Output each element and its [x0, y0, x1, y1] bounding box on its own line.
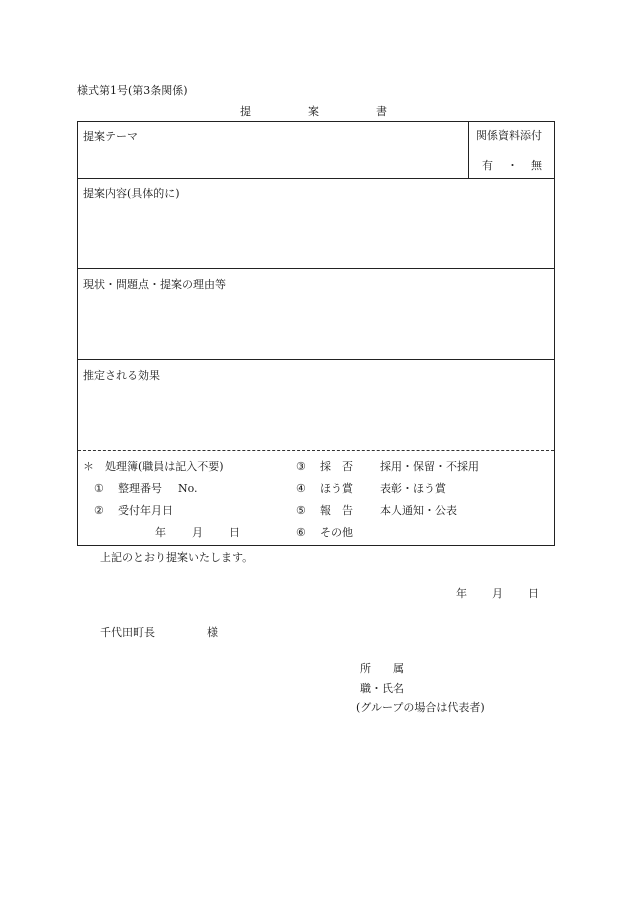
name-label: 職・氏名 — [360, 682, 404, 695]
content-label: 提案内容(具体的に) — [83, 187, 180, 200]
theme-label: 提案テーマ — [83, 130, 138, 143]
group-note: (グループの場合は代表者) — [356, 701, 485, 714]
award-value: 表彰・ほう賞 — [380, 482, 446, 495]
row-divider — [78, 268, 554, 269]
date-year: 年 — [155, 526, 166, 539]
office-section-title: 処理簿(職員は記入不要) — [105, 460, 224, 473]
adoption-value: 採用・保留・不採用 — [380, 460, 479, 473]
affiliation-label: 所 属 — [360, 662, 404, 675]
item-mark: ⑤ — [296, 504, 306, 517]
date-month: 月 — [192, 526, 203, 539]
document-title-char-1: 提 — [240, 105, 251, 118]
item-mark: ⑥ — [296, 526, 306, 539]
other-label: その他 — [320, 526, 353, 539]
report-value: 本人通知・公表 — [380, 504, 457, 517]
effects-label: 推定される効果 — [83, 369, 160, 382]
document-title-char-3: 書 — [376, 105, 387, 118]
item-mark: ④ — [296, 482, 306, 495]
attachment-option-separator: ・ — [507, 159, 518, 172]
current-issues-label: 現状・問題点・提案の理由等 — [83, 278, 226, 291]
office-asterisk: ＊ — [83, 460, 94, 473]
item-mark: ③ — [296, 460, 306, 473]
award-label: ほう賞 — [320, 482, 353, 495]
adoption-label: 採 否 — [320, 460, 353, 473]
submit-date-month: 月 — [492, 587, 503, 600]
proposal-statement: 上記のとおり提案いたします。 — [100, 551, 254, 564]
submit-date-year: 年 — [456, 587, 467, 600]
document-title-char-2: 案 — [308, 105, 319, 118]
serial-number-value: No. — [178, 482, 198, 495]
row-divider — [78, 178, 554, 179]
attachment-divider — [468, 122, 469, 178]
serial-number-label: 整理番号 — [118, 482, 162, 495]
item-mark: ② — [94, 504, 104, 517]
dashed-divider — [78, 450, 554, 451]
row-divider — [78, 359, 554, 360]
report-label: 報 告 — [320, 504, 353, 517]
submit-date-day: 日 — [528, 587, 539, 600]
attachment-option-yes[interactable]: 有 — [482, 159, 493, 172]
proposal-form-table — [77, 121, 555, 546]
attachment-label: 関係資料添付 — [476, 129, 542, 142]
receipt-date-label: 受付年月日 — [118, 504, 173, 517]
attachment-option-no[interactable]: 無 — [531, 159, 542, 172]
addressee-honorific: 様 — [207, 626, 218, 639]
addressee: 千代田町長 — [100, 626, 155, 639]
form-number: 様式第1号(第3条関係) — [77, 84, 188, 97]
date-day: 日 — [229, 526, 240, 539]
item-mark: ① — [94, 482, 104, 495]
